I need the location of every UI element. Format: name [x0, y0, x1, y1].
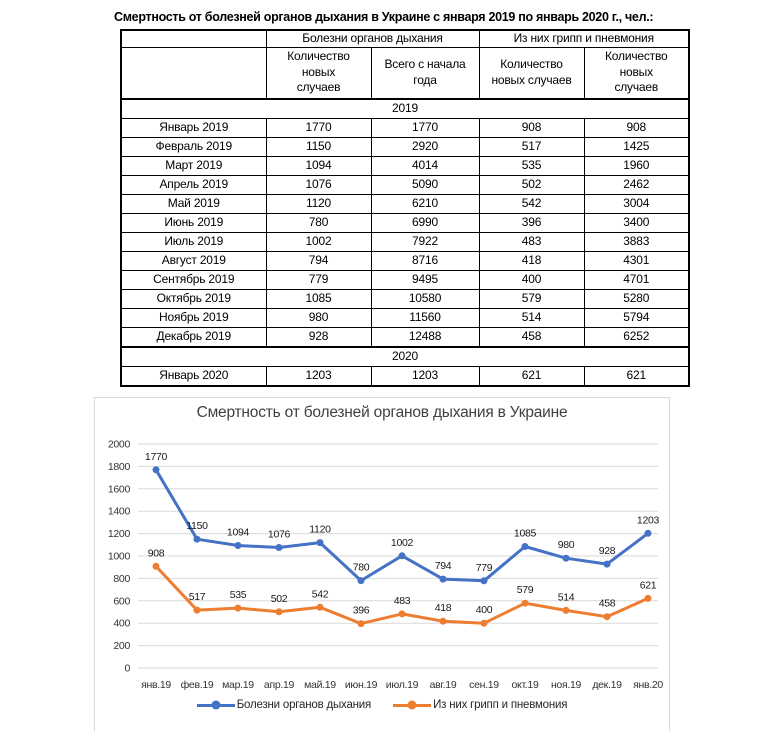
data-point-marker	[522, 543, 529, 550]
data-label: 542	[311, 588, 329, 601]
data-point-marker	[563, 555, 570, 562]
y-axis-tick-label: 1000	[107, 550, 130, 563]
value-cell: 1085	[266, 289, 371, 308]
data-label: 780	[352, 561, 370, 574]
value-cell: 780	[266, 213, 371, 232]
table-row	[121, 137, 689, 156]
value-cell: 7922	[371, 232, 479, 251]
y-axis-tick-label: 200	[113, 640, 130, 653]
table-subheader-row	[121, 47, 689, 99]
value-cell: 980	[266, 308, 371, 327]
year-section-row	[121, 347, 689, 367]
data-point-marker	[153, 563, 160, 570]
value-cell: 1203	[266, 366, 371, 386]
month-cell: Апрель 2019	[121, 175, 266, 194]
column-subheader: Количество новых случаев	[266, 47, 371, 99]
data-label: 1120	[309, 523, 331, 536]
value-cell: 794	[266, 251, 371, 270]
empty-header-cell	[121, 47, 266, 99]
value-cell: 1425	[584, 137, 689, 156]
value-cell: 5794	[584, 308, 689, 327]
data-label: 1076	[267, 528, 291, 541]
year-section-row	[121, 99, 689, 119]
data-point-marker	[194, 607, 201, 614]
x-axis-tick-label: янв.20	[633, 679, 663, 691]
chart-plot-area	[95, 431, 671, 699]
data-label: 1150	[186, 520, 208, 533]
data-label: 396	[352, 604, 370, 617]
value-cell: 928	[266, 327, 371, 347]
value-cell: 542	[479, 194, 584, 213]
table-row	[121, 175, 689, 194]
legend-label: Болезни органов дыхания	[236, 699, 372, 711]
year-section-label: 2019	[121, 99, 689, 119]
data-point-marker	[235, 605, 242, 612]
x-axis-tick-label: апр.19	[263, 679, 295, 691]
y-axis-tick-label: 800	[113, 572, 130, 585]
value-cell: 6990	[371, 213, 479, 232]
column-subheader: Количество новых случаев	[479, 47, 584, 99]
month-cell: Сентябрь 2019	[121, 270, 266, 289]
data-point-marker	[481, 620, 488, 627]
y-axis-tick-label: 1400	[107, 505, 130, 518]
month-cell: Декабрь 2019	[121, 327, 266, 347]
value-cell: 517	[479, 137, 584, 156]
data-point-marker	[440, 576, 447, 583]
value-cell: 1770	[371, 118, 479, 137]
data-point-marker	[194, 536, 201, 543]
value-cell: 10580	[371, 289, 479, 308]
data-point-marker	[317, 604, 324, 611]
table-row	[121, 270, 689, 289]
data-point-marker	[440, 618, 447, 625]
value-cell: 5280	[584, 289, 689, 308]
value-cell: 779	[266, 270, 371, 289]
value-cell: 11560	[371, 308, 479, 327]
value-cell: 4701	[584, 270, 689, 289]
x-axis-tick-label: дек.19	[592, 679, 622, 691]
table-row	[121, 194, 689, 213]
value-cell: 514	[479, 308, 584, 327]
table-row	[121, 327, 689, 347]
year-section-label: 2020	[121, 347, 689, 367]
table-row	[121, 308, 689, 327]
value-cell: 9495	[371, 270, 479, 289]
value-cell: 908	[584, 118, 689, 137]
value-cell: 483	[479, 232, 584, 251]
data-label: 1094	[226, 526, 250, 539]
x-axis-tick-label: сен.19	[469, 679, 499, 691]
value-cell: 5090	[371, 175, 479, 194]
x-axis-tick-label: май.19	[304, 679, 336, 691]
table-row	[121, 366, 689, 386]
chart-legend	[95, 699, 669, 711]
mortality-table	[120, 29, 690, 387]
value-cell: 12488	[371, 327, 479, 347]
series-line	[156, 470, 648, 581]
value-cell: 2920	[371, 137, 479, 156]
value-cell: 1002	[266, 232, 371, 251]
legend-dot-icon	[211, 701, 220, 710]
data-label: 1085	[513, 527, 537, 540]
value-cell: 2462	[584, 175, 689, 194]
value-cell: 908	[479, 118, 584, 137]
y-axis-tick-label: 0	[124, 662, 130, 675]
data-label: 1002	[390, 536, 414, 549]
data-point-marker	[399, 610, 406, 617]
data-point-marker	[358, 577, 365, 584]
data-label: 1203	[636, 514, 660, 527]
data-point-marker	[604, 613, 611, 620]
month-cell: Июль 2019	[121, 232, 266, 251]
data-point-marker	[522, 600, 529, 607]
data-label: 458	[598, 597, 616, 610]
value-cell: 1150	[266, 137, 371, 156]
value-cell: 535	[479, 156, 584, 175]
data-point-marker	[276, 608, 283, 615]
data-label: 514	[557, 591, 575, 604]
month-cell: Февраль 2019	[121, 137, 266, 156]
value-cell: 1094	[266, 156, 371, 175]
chart	[94, 397, 670, 731]
data-point-marker	[358, 620, 365, 627]
table-row	[121, 213, 689, 232]
x-axis-tick-label: июл.19	[385, 679, 419, 691]
month-cell: Июнь 2019	[121, 213, 266, 232]
empty-header-cell	[121, 30, 266, 47]
x-axis-tick-label: янв.19	[141, 679, 171, 691]
column-group-header: Болезни органов дыхания	[266, 30, 479, 47]
data-label: 517	[188, 591, 206, 604]
month-cell: Март 2019	[121, 156, 266, 175]
column-subheader: Количество новых случаев	[584, 47, 689, 99]
data-point-marker	[399, 552, 406, 559]
value-cell: 458	[479, 327, 584, 347]
y-axis-tick-label: 1600	[107, 483, 130, 496]
data-label: 980	[557, 539, 575, 552]
value-cell: 6252	[584, 327, 689, 347]
data-label: 621	[639, 579, 657, 592]
value-cell: 1203	[371, 366, 479, 386]
table-row	[121, 118, 689, 137]
data-label: 908	[147, 547, 165, 560]
data-point-marker	[645, 595, 652, 602]
table-row	[121, 289, 689, 308]
data-label: 483	[393, 594, 411, 607]
data-label: 779	[475, 561, 493, 574]
x-axis-tick-label: фев.19	[180, 679, 214, 691]
y-axis-tick-label: 400	[113, 617, 130, 630]
data-point-marker	[317, 539, 324, 546]
value-cell: 396	[479, 213, 584, 232]
data-label: 502	[270, 592, 288, 605]
legend-line-marker-icon	[197, 704, 235, 707]
value-cell: 4014	[371, 156, 479, 175]
data-label: 535	[229, 589, 247, 602]
month-cell: Май 2019	[121, 194, 266, 213]
value-cell: 1076	[266, 175, 371, 194]
data-label: 928	[598, 545, 616, 558]
value-cell: 8716	[371, 251, 479, 270]
legend-label: Из них грипп и пневмония	[433, 699, 568, 711]
data-point-marker	[563, 607, 570, 614]
data-label: 794	[434, 560, 452, 573]
value-cell: 1120	[266, 194, 371, 213]
month-cell: Январь 2020	[121, 366, 266, 386]
value-cell: 3004	[584, 194, 689, 213]
data-point-marker	[276, 544, 283, 551]
table-row	[121, 251, 689, 270]
data-point-marker	[645, 530, 652, 537]
x-axis-tick-label: мар.19	[222, 679, 254, 691]
value-cell: 1770	[266, 118, 371, 137]
data-point-marker	[481, 577, 488, 584]
data-point-marker	[604, 561, 611, 568]
y-axis-tick-label: 1800	[107, 460, 130, 473]
table-group-header-row	[121, 30, 689, 47]
data-point-marker	[235, 542, 242, 549]
value-cell: 4301	[584, 251, 689, 270]
legend-dot-icon	[408, 701, 417, 710]
data-label: 400	[475, 604, 493, 617]
table-row	[121, 232, 689, 251]
table-row	[121, 156, 689, 175]
x-axis-tick-label: ноя.19	[550, 679, 582, 691]
data-label: 418	[434, 602, 452, 615]
value-cell: 6210	[371, 194, 479, 213]
value-cell: 621	[584, 366, 689, 386]
y-axis-tick-label: 2000	[107, 438, 130, 451]
legend-item	[197, 699, 371, 711]
value-cell: 418	[479, 251, 584, 270]
data-label: 579	[516, 584, 534, 597]
column-group-header: Из них грипп и пневмония	[479, 30, 689, 47]
value-cell: 579	[479, 289, 584, 308]
legend-item	[393, 699, 567, 711]
column-subheader: Всего с начала года	[371, 47, 479, 99]
month-cell: Ноябрь 2019	[121, 308, 266, 327]
value-cell: 1960	[584, 156, 689, 175]
value-cell: 3883	[584, 232, 689, 251]
data-label: 1770	[144, 450, 168, 463]
y-axis-tick-label: 600	[113, 595, 130, 608]
month-cell: Август 2019	[121, 251, 266, 270]
value-cell: 502	[479, 175, 584, 194]
value-cell: 621	[479, 366, 584, 386]
y-axis-tick-label: 1200	[107, 528, 130, 541]
legend-line-marker-icon	[393, 704, 431, 707]
x-axis-tick-label: окт.19	[511, 679, 539, 691]
document-title: Смертность от болезней органов дыхания в Украине с января 2019 по январь 2020 г., чел.:	[114, 10, 654, 24]
month-cell: Январь 2019	[121, 118, 266, 137]
value-cell: 400	[479, 270, 584, 289]
x-axis-tick-label: июн.19	[344, 679, 378, 691]
data-point-marker	[153, 466, 160, 473]
value-cell: 3400	[584, 213, 689, 232]
chart-title: Смертность от болезней органов дыхания в Украине	[196, 404, 568, 421]
x-axis-tick-label: авг.19	[429, 679, 457, 691]
month-cell: Октябрь 2019	[121, 289, 266, 308]
